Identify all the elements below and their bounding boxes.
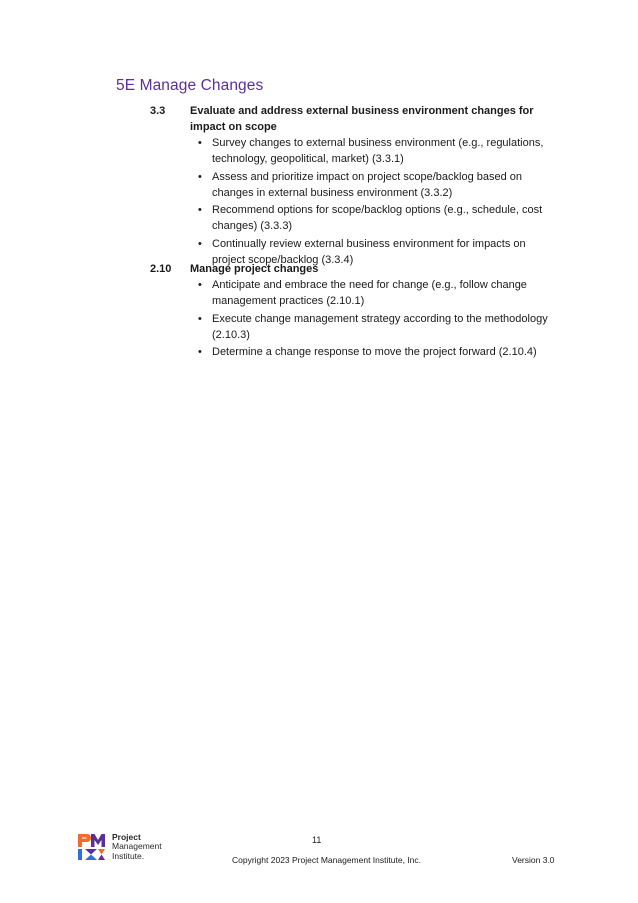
bullet-icon: • [198,279,202,291]
bullet-icon: • [198,204,202,216]
section-2-10 [150,261,560,362]
bullet-icon: • [198,312,202,325]
bullet-icon: • [198,346,202,358]
section-title: Manage project changes [190,263,319,275]
bullet-list [190,135,560,268]
bullet-text: Survey changes to external business environment (e.g., regulations, technology, geopolitical, market) (3.3.1) [212,137,544,165]
bullet-icon: • [198,170,202,183]
section-title: Evaluate and address external business environment changes for impact on scope [190,105,534,133]
list-item [190,135,560,167]
bullet-icon: • [198,237,202,250]
list-item [190,277,560,309]
bullet-text: Execute change management strategy according to the methodology (2.10.3) [212,312,548,341]
list-item [190,169,560,201]
logo-text-line: Institute. [112,850,145,861]
logo-text-line: Management [112,841,162,852]
bullet-text: Recommend options for scope/backlog options (e.g., schedule, cost changes) (3.3.3) [212,204,543,232]
bullet-text: Anticipate and embrace the need for change (e.g., follow change management practices (2.10.1) [212,279,527,307]
section-3-3 [150,103,560,269]
list-item [190,344,560,360]
section-number: 3.3 [150,105,166,117]
page-number: 11 [312,835,322,845]
list-item [190,202,560,234]
page-heading: 5E Manage Changes [116,77,264,94]
copyright-text: Copyright 2023 Project Management Institute, Inc. [232,855,421,865]
list-item [190,311,560,343]
pmi-logo [77,832,162,862]
bullet-text: Assess and prioritize impact on project scope/backlog based on changes in external business environment (3.3.2) [212,170,523,199]
bullet-list [190,277,560,360]
version-text: Version 3.0 [512,855,555,865]
bullet-icon: • [198,137,202,149]
bullet-text: Continually review external business environment for impacts on project scope/backlog (3.3.4) [212,237,526,266]
pmi-logo-icon [77,832,107,862]
bullet-text: Determine a change response to move the project forward (2.10.4) [212,346,537,358]
section-number: 2.10 [150,263,172,275]
logo-text-line: Project [112,831,141,842]
